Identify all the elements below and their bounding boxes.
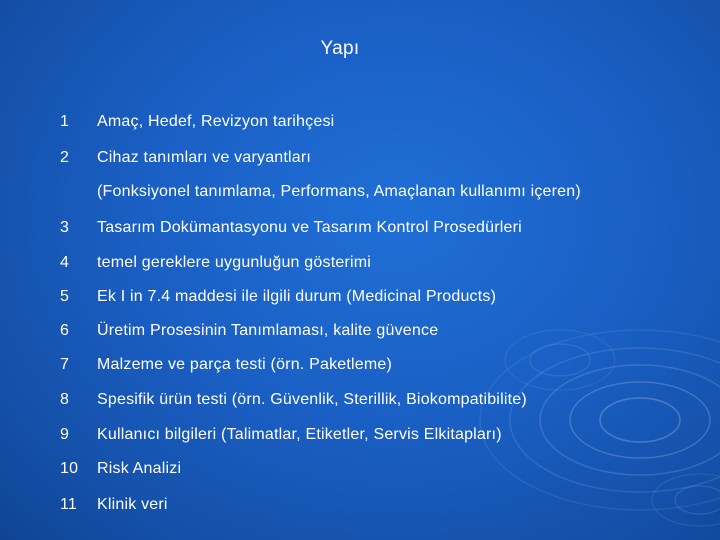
item-text: temel gereklere uygunluğun gösterimi: [97, 254, 372, 271]
item-text: Cihaz tanımları ve varyantları: [97, 149, 312, 166]
ripple-ring: [540, 365, 720, 475]
item-text: Üretim Prosesinin Tanımlaması, kalite güvence: [97, 322, 439, 339]
item-text: Tasarım Dokümantasyonu ve Tasarım Kontrol Prosedürleri: [97, 219, 522, 236]
item-number: 1: [60, 113, 70, 130]
item-number: 10: [60, 460, 79, 477]
item-text: Spesifik ürün testi (örn. Güvenlik, Sterillik, Biokompatibilite): [97, 391, 527, 408]
item-number: 11: [60, 496, 78, 513]
item-text: Risk Analizi: [97, 460, 182, 477]
item-text: Ek I in 7.4 maddesi ile ilgili durum (Medicinal Products): [97, 288, 497, 305]
item-text: Klinik veri: [97, 496, 168, 513]
item-text: Amaç, Hedef, Revizyon tarihçesi: [97, 113, 335, 130]
ripple-ring: [510, 348, 720, 492]
item-number: 5: [60, 288, 70, 305]
item-number: 3: [60, 219, 70, 236]
ripple-ring: [600, 398, 680, 442]
item-number: 4: [60, 254, 70, 271]
item-text: (Fonksiyonel tanımlama, Performans, Amaçlanan kullanımı içeren): [97, 183, 581, 200]
item-number: 2: [60, 149, 70, 166]
item-text: Kullanıcı bilgileri (Talimatlar, Etiketler, Servis Elkitapları): [97, 426, 502, 443]
item-number: 6: [60, 322, 70, 339]
item-number: 8: [60, 391, 70, 408]
slide-title: Yapı: [320, 38, 360, 59]
item-number: 7: [60, 356, 70, 373]
ripple-ring: [530, 344, 590, 376]
item-text: Malzeme ve parça testi (örn. Paketleme): [97, 356, 393, 373]
item-number: 9: [60, 426, 70, 443]
ripple-ring: [570, 382, 710, 458]
ripple-ring: [652, 474, 720, 526]
